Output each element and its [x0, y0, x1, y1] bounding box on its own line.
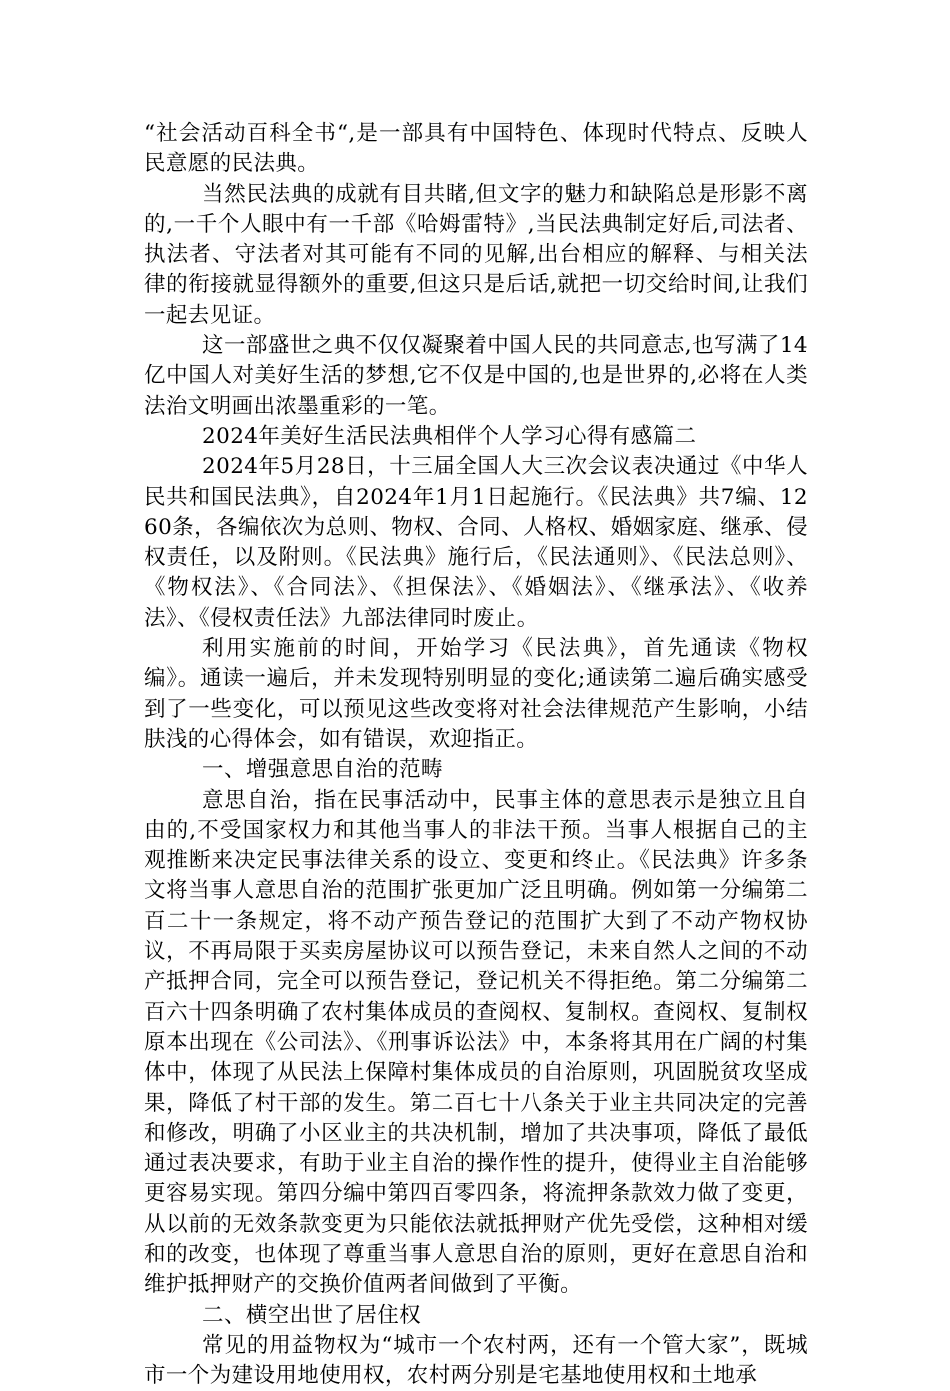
paragraph-intro-continuation: “社会活动百科全书“,是一部具有中国特色、体现时代特点、反映人民意愿的民法典。	[144, 121, 808, 177]
heading-residence-right: 二、横空出世了居住权	[202, 1302, 422, 1328]
paragraph-conclusion: 这一部盛世之典不仅仅凝聚着中国人民的共同意志,也写满了14亿中国人对美好生活的梦想,它不仅是中国的,也是世界的,必将在人类法治文明画出浓墨重彩的一笔。	[144, 333, 808, 419]
paragraph-study: 利用实施前的时间，开始学习《民法典》，首先通读《物权编》。通读一遍后，并未发现特别明显的变化;通读第二遍后确实感受到了一些变化，可以预见这些改变将对社会法律规范产生影响，小结肤浅的心得体会，如有错误，欢迎指正。	[144, 636, 808, 752]
paragraph-achievement: 当然民法典的成就有目共睹,但文字的魅力和缺陷总是形影不离的,一千个人眼中有一千部《哈姆雷特》,当民法典制定好后,司法者、执法者、守法者对其可能有不同的见解,出台相应的解释、与相关法律的衔接就显得额外的重要,但这只是后话,就把一切交给时间,让我们一起去见证。	[144, 181, 808, 328]
paragraph-background: 2024年5月28日，十三届全国人大三次会议表决通过《中华人民共和国民法典》，自2024年1月1日起施行。《民法典》共7编、1260条，各编依次为总则、物权、合同、人格权、婚姻家庭、继承、侵权责任，以及附则。《民法典》施行后，《民法通则》、《民法总则》、《物权法》、《合同法》、《担保法》、《婚姻法》、《继承法》、《收养法》、《侵权责任法》九部法律同时废止。	[144, 454, 808, 631]
heading-autonomy: 一、增强意思自治的范畴	[202, 757, 443, 783]
paragraph-usufruct: 常见的用益物权为“城市一个农村两，还有一个管大家”，既城市一个为建设用地使用权，农村两分别是宅基地使用权和土地承	[144, 1332, 808, 1389]
section-title: 2024年美好生活民法典相伴个人学习心得有感篇二	[202, 423, 697, 449]
document-body	[144, 119, 808, 1391]
paragraph-autonomy: 意思自治，指在民事活动中，民事主体的意思表示是独立且自由的,不受国家权力和其他当事人的非法干预。当事人根据自己的主观推断来决定民事法律关系的设立、变更和终止。《民法典》许多条文将当事人意思自治的范围扩张更加广泛且明确。例如第一分编第二百二十一条规定，将不动产预告登记的范围扩大到了不动产物权协议，不再局限于买卖房屋协议可以预告登记，未来自然人之间的不动产抵押合同，完全可以预告登记，登记机关不得拒绝。第二分编第二百六十四条明确了农村集体成员的查阅权、复制权。查阅权、复制权原本出现在《公司法》、《刑事诉讼法》中，本条将其用在广阔的村集体中，体现了从民法上保障村集体成员的自治原则，巩固脱贫攻坚成果，降低了村干部的发生。第二百七十八条关于业主共同决定的完善和修改，明确了小区业主的共决机制，增加了共决事项，降低了最低通过表决要求，有助于业主自治的操作性的提升，使得业主自治能够更容易实现。第四分编中第四百零四条，将流押条款效力做了变更，从以前的无效条款变更为只能依法就抵押财产优先受偿，这种相对缓和的改变，也体现了尊重当事人意思自治的原则，更好在意思自治和维护抵押财产的交换价值两者间做到了平衡。	[144, 787, 808, 1298]
